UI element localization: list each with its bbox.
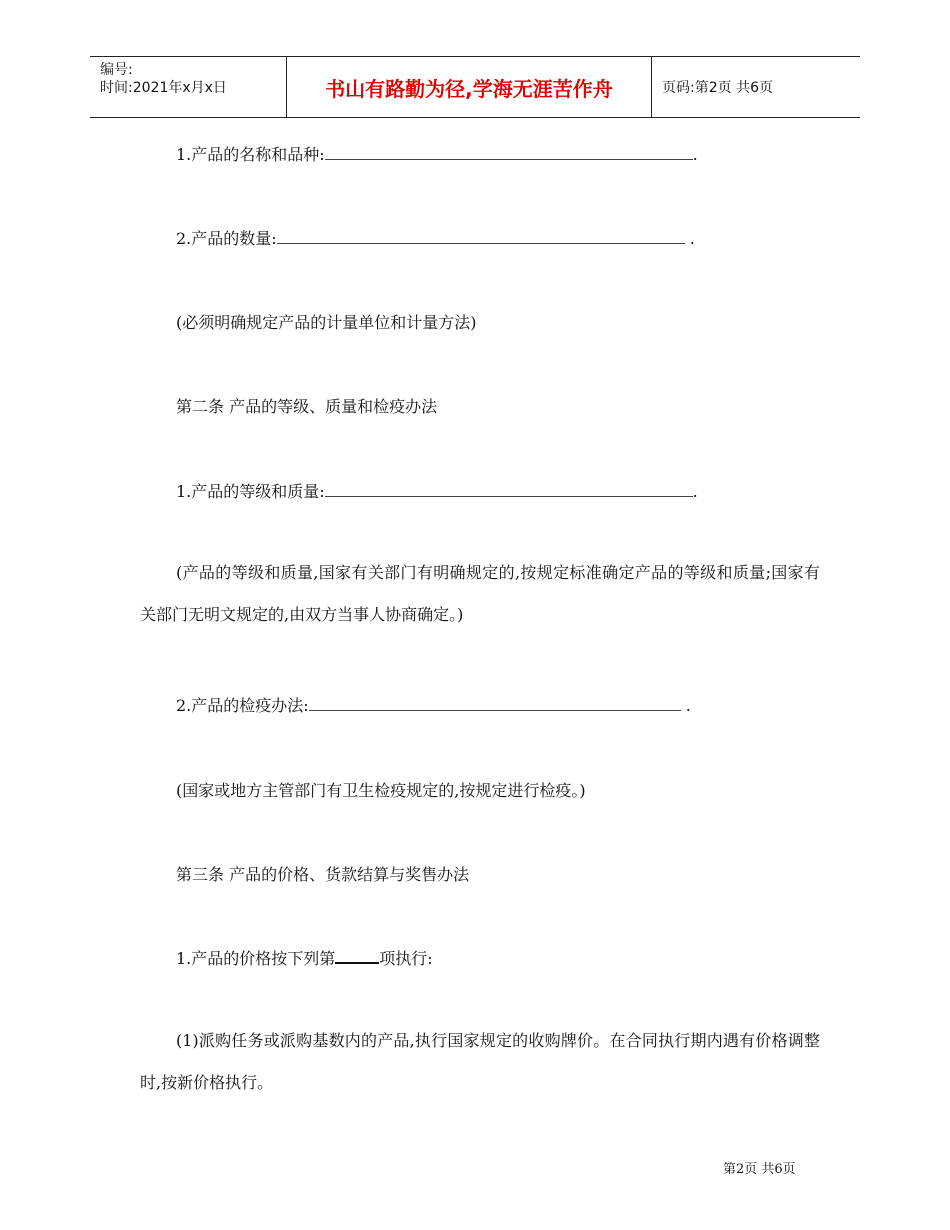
item-end: .: [689, 229, 695, 248]
fill-blank: [309, 696, 681, 711]
item-price-option: [176, 946, 433, 969]
fill-blank: [335, 948, 379, 964]
item-end: .: [692, 145, 698, 164]
note-grade-quality: (产品的等级和质量,国家有关部门有明确规定的,按规定标准确定产品的等级和质量;国家有关部门无明文规定的,由双方当事人协商确定。): [140, 563, 820, 624]
item-end: .: [692, 482, 698, 501]
fill-blank: [325, 482, 693, 497]
item-quarantine: [176, 693, 691, 716]
article-3-title: 第三条 产品的价格、货款结算与奖售办法: [176, 865, 470, 884]
item-product-quantity: [176, 226, 695, 249]
page-header: [90, 56, 860, 118]
number-label: 编号:: [100, 62, 133, 78]
item-label: 1.产品的名称和品种:: [176, 145, 325, 164]
para-purchase-price: (1)派购任务或派购基数内的产品,执行国家规定的收购牌价。在合同执行期内遇有价格调整时,按新价格执行。: [140, 1031, 820, 1092]
header-page-info: 页码:第2页 共6页: [662, 80, 773, 96]
header-meta: [90, 57, 287, 117]
header-motto: 书山有路勤为径,学海无涯苦作舟: [287, 57, 652, 117]
fill-blank: [277, 229, 685, 244]
article-2-title: 第二条 产品的等级、质量和检疫办法: [176, 397, 438, 416]
page-footer: 第2页 共6页: [723, 1162, 796, 1177]
time-label: 时间:2021年x月x日: [100, 80, 227, 96]
item-prefix: 1.产品的价格按下列第: [176, 949, 336, 968]
item-grade-quality: [176, 479, 698, 502]
item-label: 1.产品的等级和质量:: [176, 482, 325, 501]
item-suffix: 项执行:: [379, 949, 433, 968]
note-quarantine: (国家或地方主管部门有卫生检疫规定的,按规定进行检疫。): [176, 781, 586, 800]
fill-blank: [325, 145, 693, 160]
item-label: 2.产品的数量:: [176, 229, 277, 248]
note-measurement: (必须明确规定产品的计量单位和计量方法): [176, 313, 477, 332]
item-product-name: [176, 142, 698, 165]
item-label: 2.产品的检疫办法:: [176, 696, 309, 715]
item-end: .: [685, 696, 691, 715]
